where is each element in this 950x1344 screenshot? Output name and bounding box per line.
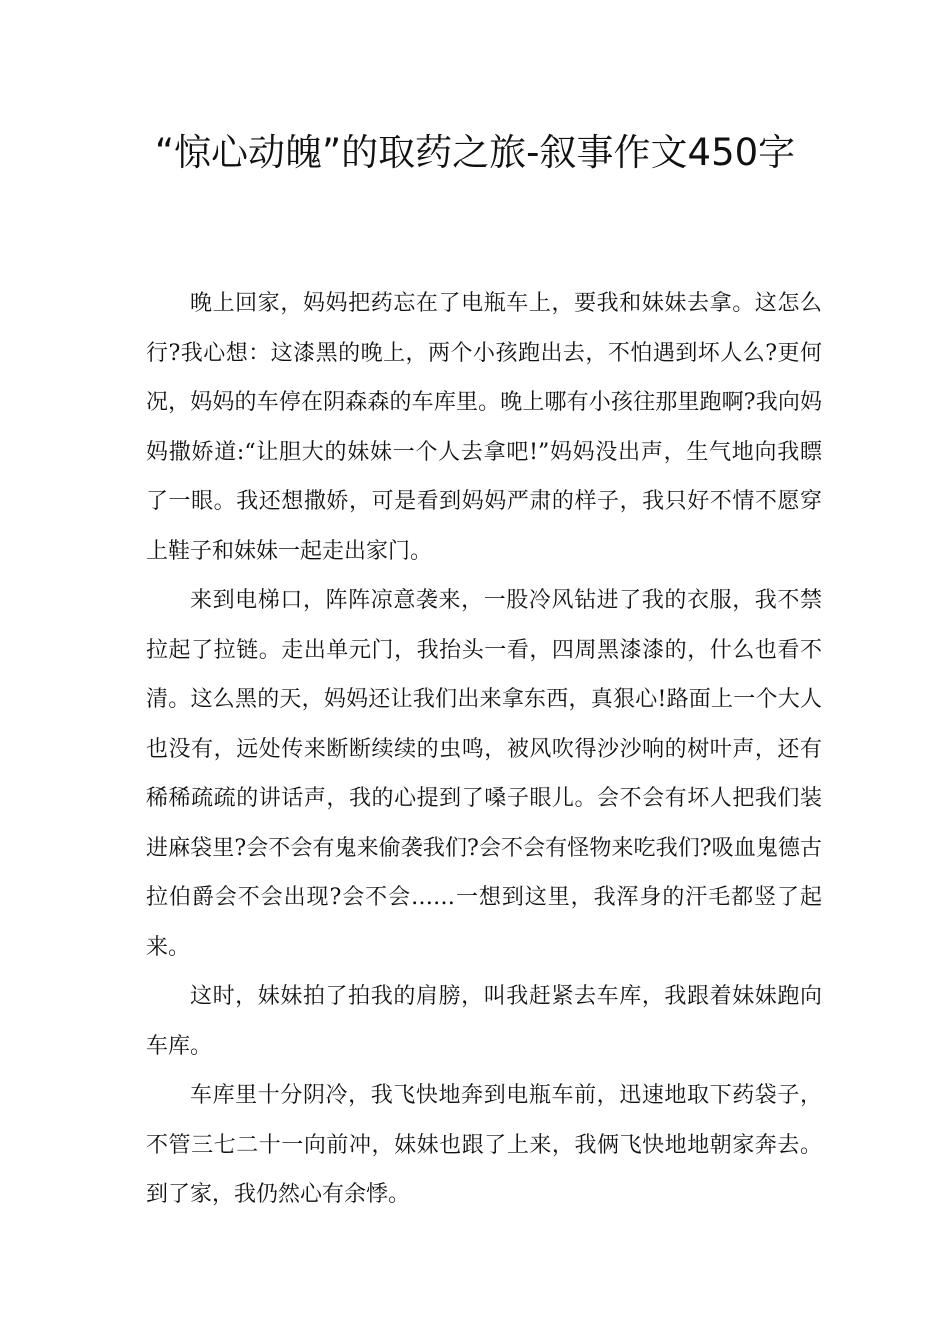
document-title: “惊心动魄”的取药之旅-叙事作文450字 <box>154 131 796 174</box>
paragraph-4: 车库里十分阴冷，我飞快地奔到电瓶车前，迅速地取下药袋子，不管三七二十一向前冲，妹妹也跟了上来，我俩飞快地地朝家奔去。到了家，我仍然心有余悸。 <box>146 1083 822 1207</box>
document-body <box>146 279 822 1220</box>
paragraph-1: 晚上回家，妈妈把药忘在了电瓶车上，要我和妹妹去拿。这怎么行?我心想：这漆黑的晚上，两个小孩跑出去，不怕遇到坏人么?更何况，妈妈的车停在阴森森的车库里。晚上哪有小孩往那里跑啊?我向妈妈撒娇道:“让胆大的妹妹一个人去拿吧!”妈妈没出声，生气地向我瞟了一眼。我还想撒娇，可是看到妈妈严肃的样子，我只好不情不愿穿上鞋子和妹妹一起走出家门。 <box>146 291 822 564</box>
paragraph-2: 来到电梯口，阵阵凉意袭来，一股冷风钻进了我的衣服，我不禁拉起了拉链。走出单元门，我抬头一看，四周黑漆漆的，什么也看不清。这么黑的天，妈妈还让我们出来拿东西，真狠心!路面上一个大人也没有，远处传来断断续续的虫鸣，被风吹得沙沙响的树叶声，还有稀稀疏疏的讲话声，我的心提到了嗓子眼儿。会不会有坏人把我们装进麻袋里?会不会有鬼来偷袭我们?会不会有怪物来吃我们?吸血鬼德古拉伯爵会不会出现?会不会……一想到这里，我浑身的汗毛都竖了起来。 <box>146 588 822 960</box>
paragraph-3: 这时，妹妹拍了拍我的肩膀，叫我赶紧去车库，我跟着妹妹跑向车库。 <box>146 984 822 1059</box>
